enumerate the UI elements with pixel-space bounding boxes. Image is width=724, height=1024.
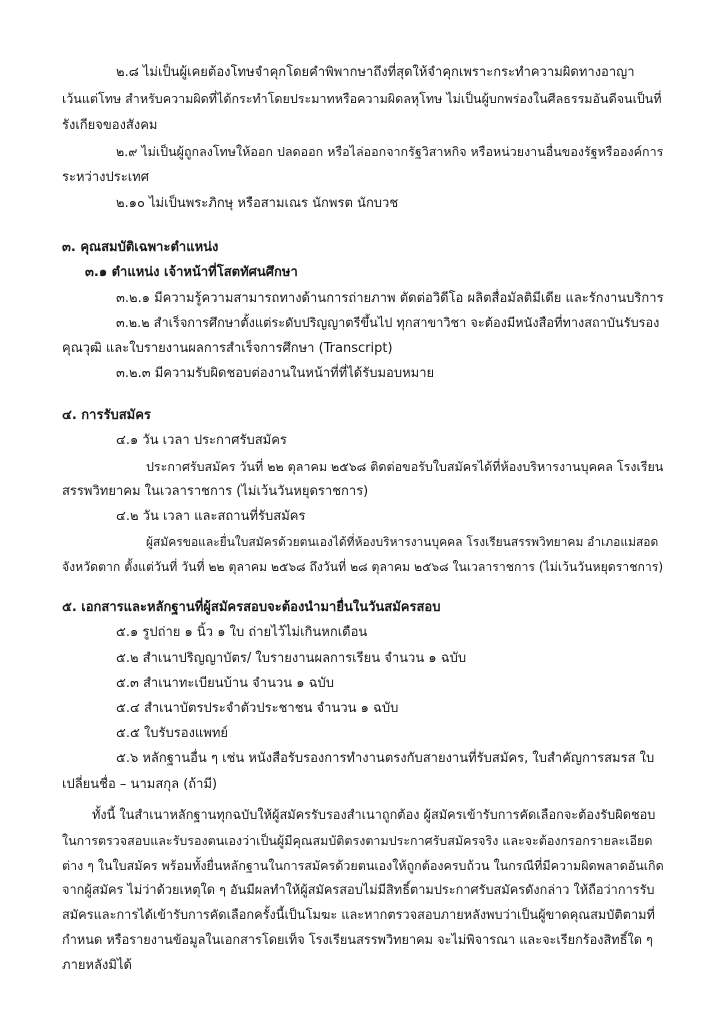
section-3-1-heading: ๓.๑ ตำแหน่ง เจ้าหน้าที่โสตทัศนศึกษา <box>85 265 298 280</box>
note-paragraph-line-2: ในการตรวจสอบและรับรองตนเองว่าเป็นผู้มีคุณสมบัติตรงตามประกาศรับสมัครจริง และจะต้องกรอกรายละเอียด <box>62 833 653 848</box>
note-paragraph-line-4: จากผู้สมัคร ไม่ว่าด้วยเหตุใด ๆ อันมีผลทำให้ผู้สมัครสอบไม่มีสิทธิ์ตามประกาศรับสมัครดังกล่าว ให้ถือว่าการรับ <box>62 883 655 898</box>
item-5-2: ๕.๒ สำเนาปริญญาบัตร/ ใบรายงานผลการเรียน จำนวน ๑ ฉบับ <box>116 651 467 666</box>
section-3-heading: ๓. คุณสมบัติเฉพาะตำแหน่ง <box>62 240 219 255</box>
section-5-heading: ๕. เอกสารและหลักฐานที่ผู้สมัครสอบจะต้องนำมายื่นในวันสมัครสอบ <box>62 600 441 615</box>
item-4-2-heading: ๔.๒ วัน เวลา และสถานที่รับสมัคร <box>116 509 306 524</box>
item-2-8-line-1: ๒.๘ ไม่เป็นผู้เคยต้องโทษจำคุกโดยคำพิพากษาถึงที่สุดให้จำคุกเพราะกระทำความผิดทางอาญา <box>116 65 635 80</box>
item-2-9-line-2: ระหว่างประเทศ <box>62 170 149 185</box>
item-4-1-heading: ๔.๑ วัน เวลา ประกาศรับสมัคร <box>116 433 287 448</box>
item-3-2-3: ๓.๒.๓ มีความรับผิดชอบต่องานในหน้าที่ที่ได้รับมอบหมาย <box>116 366 435 381</box>
item-4-2-line-2: จังหวัดตาก ตั้งแต่วันที่ วันที่ ๒๒ ตุลาคม ๒๕๖๘ ถึงวันที่ ๒๘ ตุลาคม ๒๕๖๘ ในเวลาราชการ (ไม่เว้นวันหยุดราชการ) <box>62 560 664 574</box>
item-2-8-line-3: รังเกียจของสังคม <box>62 118 158 133</box>
item-3-2-2-line-1: ๓.๒.๒ สำเร็จการศึกษาตั้งแต่ระดับปริญญาตรีขึ้นไป ทุกสาขาวิชา จะต้องมีหนังสือที่ทางสถาบันรับรอง <box>116 316 660 331</box>
item-5-6-line-2: เปลี่ยนชื่อ – นามสกุล (ถ้ามี) <box>62 777 218 792</box>
item-5-1: ๕.๑ รูปถ่าย ๑ นิ้ว ๑ ใบ ถ่ายไว้ไม่เกินหกเดือน <box>116 625 368 640</box>
item-2-9-line-1: ๒.๙ ไม่เป็นผู้ถูกลงโทษให้ออก ปลดออก หรือไล่ออกจากรัฐวิสาหกิจ หรือหน่วยงานอื่นของรัฐหรือองค์การ <box>116 144 664 159</box>
note-paragraph-line-1: ทั้งนี้ ในสำเนาหลักฐานทุกฉบับให้ผู้สมัครรับรองสำเนาถูกต้อง ผู้สมัครเข้ารับการคัดเลือกจะต้องรับผิดชอบ <box>92 808 656 823</box>
item-5-3: ๕.๓ สำเนาทะเบียนบ้าน จำนวน ๑ ฉบับ <box>116 676 335 691</box>
item-4-1-line-2: สรรพวิทยาคม ในเวลาราชการ (ไม่เว้นวันหยุดราชการ) <box>62 484 369 499</box>
item-5-6-line-1: ๕.๖ หลักฐานอื่น ๆ เช่น หนังสือรับรองการทำงานตรงกับสายงานที่รับสมัคร, ใบสำคัญการสมรส ใบ <box>116 751 655 766</box>
item-2-10: ๒.๑๐ ไม่เป็นพระภิกษุ หรือสามเณร นักพรต นักบวช <box>116 196 399 211</box>
item-2-8-line-2: เว้นแต่โทษ สำหรับความผิดที่ได้กระทำโดยประมาทหรือความผิดลหุโทษ ไม่เป็นผู้บกพร่องในศีลธรรมอันดีจนเป็นที่ <box>62 91 662 106</box>
item-4-2-line-1: ผู้สมัครขอและยื่นใบสมัครด้วยตนเองได้ที่ห้องบริหารงานบุคคล โรงเรียนสรรพวิทยาคม อำเภอแม่สอด <box>146 535 659 549</box>
item-3-2-2-line-2: คุณวุฒิ และใบรายงานผลการสำเร็จการศึกษา (Transcript) <box>62 341 393 356</box>
item-4-1-line-1: ประกาศรับสมัคร วันที่ ๒๒ ตุลาคม ๒๕๖๘ ติดต่อขอรับใบสมัครได้ที่ห้องบริหารงานบุคคล โรงเรียน <box>146 459 664 474</box>
note-paragraph-line-6: กำหนด หรือรายงานข้อมูลในเอกสารโดยเท็จ โรงเรียนสรรพวิทยาคม จะไม่พิจารณา และจะเรียกร้องสิทธิ์ใด ๆ <box>62 933 653 948</box>
note-paragraph-line-3: ต่าง ๆ ในใบสมัคร พร้อมทั้งยื่นหลักฐานในการสมัครด้วยตนเองให้ถูกต้องครบถ้วน ในกรณีที่มีความผิดพลาดอันเกิด <box>62 858 664 873</box>
item-3-2-1: ๓.๒.๑ มีความรู้ความสามารถทางด้านการถ่ายภาพ ตัดต่อวิดีโอ ผลิตสื่อมัลติมีเดีย และรักงานบริการ <box>116 291 664 306</box>
section-4-heading: ๔. การรับสมัคร <box>62 408 151 423</box>
note-paragraph-line-7: ภายหลังมิได้ <box>62 958 132 973</box>
item-5-5: ๕.๕ ใบรับรองแพทย์ <box>116 726 229 741</box>
note-paragraph-line-5: สมัครและการได้เข้ารับการคัดเลือกครั้งนี้เป็นโมฆะ และหากตรวจสอบภายหลังพบว่าเป็นผู้ขาดคุณสมบัติตามที่ <box>62 908 655 923</box>
item-5-4: ๕.๔ สำเนาบัตรประจำตัวประชาชน จำนวน ๑ ฉบับ <box>116 701 399 716</box>
